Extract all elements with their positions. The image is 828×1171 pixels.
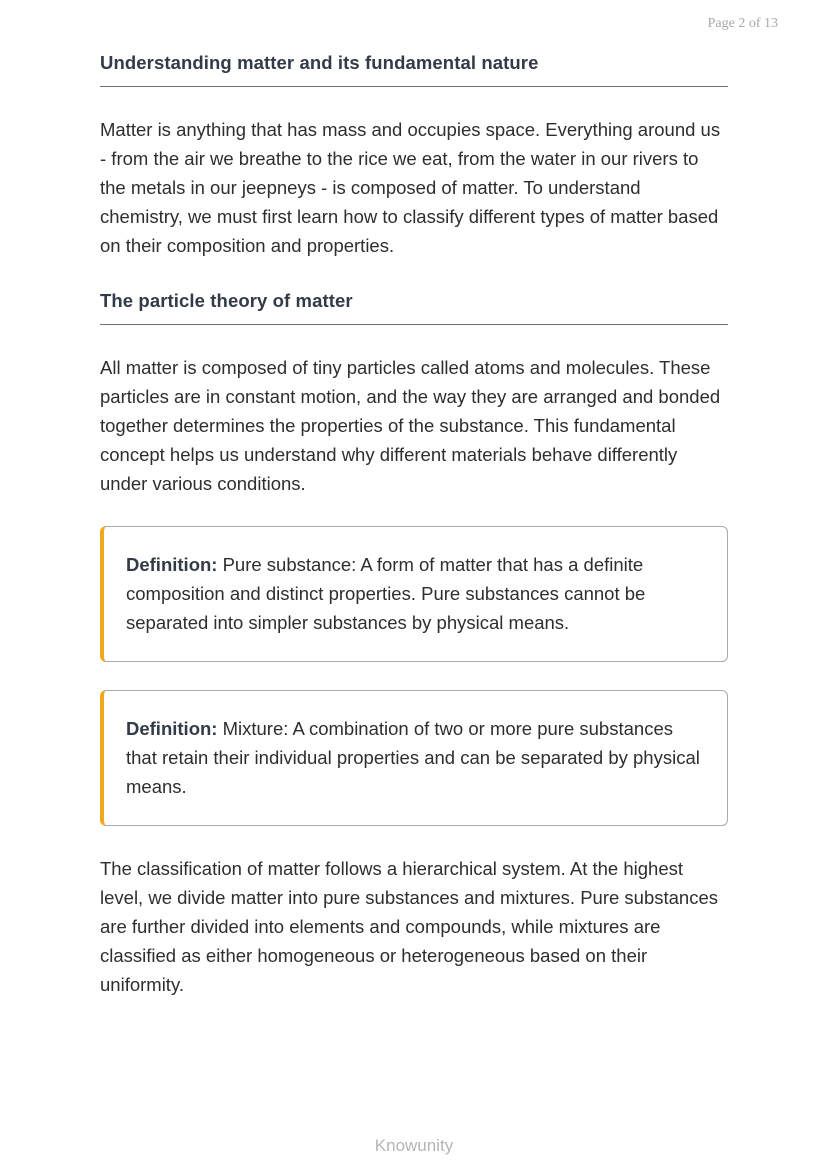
definition-text: Pure substance: A form of matter that has a definite composition and distinct properties. Pure substances cannot be separated into simpler substances by physical means. bbox=[126, 554, 646, 633]
definition-label: Definition: bbox=[126, 554, 223, 575]
section-heading: The particle theory of matter bbox=[100, 290, 728, 325]
particle-theory-paragraph: All matter is composed of tiny particles called atoms and molecules. These particles are in constant motion, and the way they are arranged and bonded together determines the properties of the substance. This fundamental concept helps us understand why different materials behave differently under various conditions. bbox=[100, 357, 721, 494]
intro-paragraph: Matter is anything that has mass and occupies space. Everything around us - from the air we breathe to the rice we eat, from the water in our rivers to the metals in our jeepneys - is composed of matter. To understand chemistry, we must first learn how to classify different types of matter based on their composition and properties. bbox=[100, 119, 721, 256]
definition-callout-pure-substance bbox=[100, 526, 728, 662]
classification-paragraph: The classification of matter follows a hierarchical system. At the highest level, we divide matter into pure substances and mixtures. Pure substances are further divided into elements and compounds, while mixtures are classified as either homogeneous or heterogeneous based on their uniformity. bbox=[100, 858, 719, 995]
page-indicator: Page 2 of 13 bbox=[707, 16, 778, 31]
definition-callout-mixture bbox=[100, 690, 728, 826]
document-content bbox=[100, 52, 728, 999]
definition-text: Mixture: A combination of two or more pure substances that retain their individual properties and can be separated by physical means. bbox=[126, 718, 700, 797]
definition-label: Definition: bbox=[126, 718, 223, 739]
footer-brand: Knowunity bbox=[374, 1136, 454, 1155]
section-heading: Understanding matter and its fundamental nature bbox=[100, 52, 728, 87]
